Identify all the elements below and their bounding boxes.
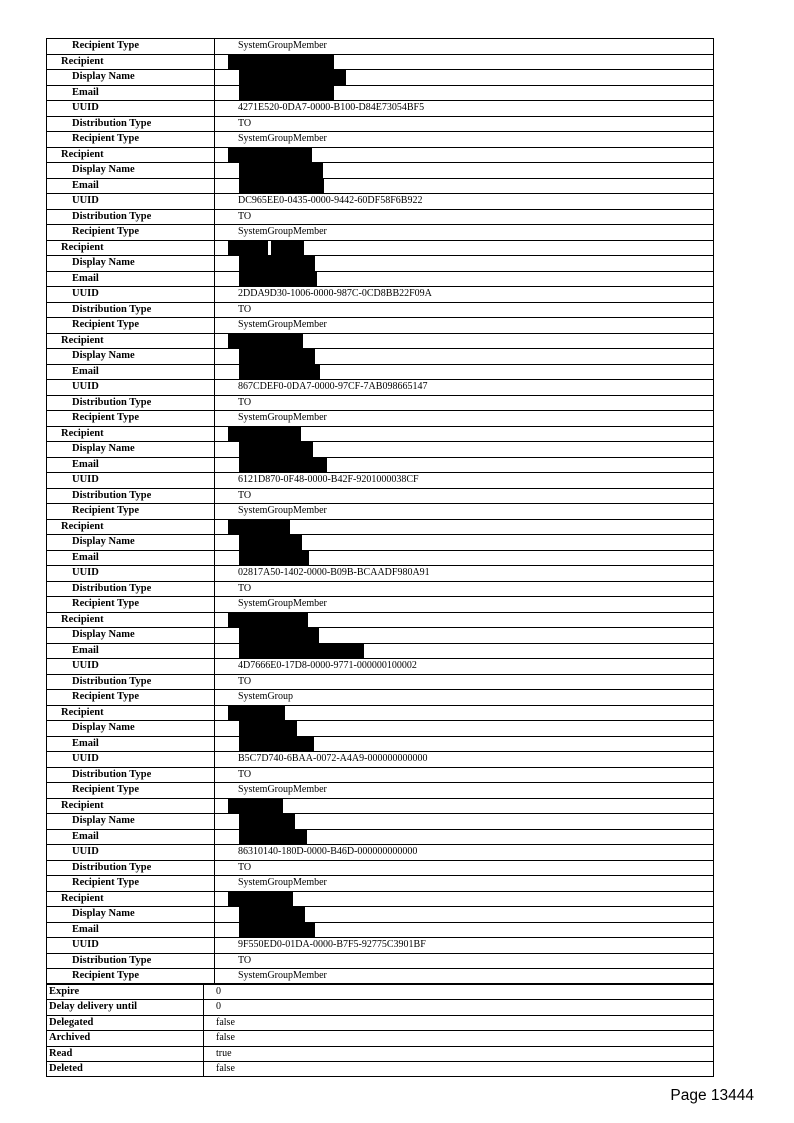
table-row xyxy=(47,798,713,814)
redaction-block xyxy=(239,70,346,85)
field-value xyxy=(215,644,713,659)
field-value xyxy=(215,628,713,643)
field-label: Recipient Type xyxy=(47,39,215,54)
field-label: UUID xyxy=(47,938,215,953)
field-value xyxy=(215,814,713,829)
field-label: Email xyxy=(47,737,215,752)
field-label: Display Name xyxy=(47,628,215,643)
table-row xyxy=(47,1015,713,1031)
field-label: Archived xyxy=(47,1031,204,1046)
table-row xyxy=(47,441,713,457)
redaction-block xyxy=(239,644,364,659)
field-value xyxy=(215,241,713,256)
table-row xyxy=(47,844,713,860)
field-value: 0 xyxy=(216,1001,221,1012)
field-label: Distribution Type xyxy=(47,303,215,318)
table-row xyxy=(47,565,713,581)
field-label: Display Name xyxy=(47,163,215,178)
field-label: Email xyxy=(47,458,215,473)
field-label: Email xyxy=(47,644,215,659)
field-label: Email xyxy=(47,830,215,845)
table-row xyxy=(47,534,713,550)
field-label: Email xyxy=(47,86,215,101)
table-row xyxy=(47,240,713,256)
table-row xyxy=(47,333,713,349)
field-label: Recipient Type xyxy=(47,504,215,519)
table-row xyxy=(47,953,713,969)
table-row xyxy=(47,38,713,54)
field-label: Recipient Type xyxy=(47,597,215,612)
field-value: B5C7D740-6BAA-0072-A4A9-000000000000 xyxy=(238,753,428,764)
table-row xyxy=(47,364,713,380)
field-label: UUID xyxy=(47,101,215,116)
field-value xyxy=(215,551,713,566)
field-value xyxy=(215,334,713,349)
redaction-block xyxy=(228,520,290,535)
field-label: Distribution Type xyxy=(47,396,215,411)
field-value: SystemGroupMember xyxy=(238,319,327,330)
field-value: 2DDA9D30-1006-0000-987C-0CD8BB22F09A xyxy=(238,288,432,299)
table-row xyxy=(47,348,713,364)
field-value xyxy=(215,55,713,70)
field-label: UUID xyxy=(47,752,215,767)
table-row xyxy=(47,147,713,163)
field-label: Display Name xyxy=(47,907,215,922)
table-row xyxy=(47,674,713,690)
field-value: TO xyxy=(238,582,252,594)
field-value: TO xyxy=(238,675,252,687)
field-label: Display Name xyxy=(47,721,215,736)
field-value: TO xyxy=(238,861,252,873)
field-value: SystemGroup xyxy=(238,691,293,702)
field-label: Recipient Type xyxy=(47,783,215,798)
table-row xyxy=(47,426,713,442)
field-label: Recipient Type xyxy=(47,132,215,147)
field-value: SystemGroupMember xyxy=(238,412,327,423)
table-row xyxy=(47,999,713,1015)
field-label: Delegated xyxy=(47,1016,204,1031)
field-value: TO xyxy=(238,210,252,222)
table-row xyxy=(47,596,713,612)
field-value xyxy=(215,179,713,194)
field-value: SystemGroupMember xyxy=(238,598,327,609)
redaction-block xyxy=(228,892,293,907)
field-label: Distribution Type xyxy=(47,489,215,504)
redaction-block xyxy=(228,241,268,256)
table-row xyxy=(47,488,713,504)
field-value xyxy=(215,70,713,85)
field-value xyxy=(215,163,713,178)
field-value xyxy=(215,148,713,163)
table-row xyxy=(47,116,713,132)
table-row xyxy=(47,767,713,783)
field-label: Distribution Type xyxy=(47,768,215,783)
field-label: Display Name xyxy=(47,256,215,271)
table-row xyxy=(47,968,713,984)
field-value: TO xyxy=(238,303,252,315)
field-label: Recipient Type xyxy=(47,876,215,891)
field-value: false xyxy=(216,1016,235,1028)
field-label: Display Name xyxy=(47,70,215,85)
field-label: Expire xyxy=(47,985,204,1000)
redaction-block xyxy=(239,179,324,194)
field-label: Recipient Type xyxy=(47,411,215,426)
field-label: Distribution Type xyxy=(47,210,215,225)
field-label: UUID xyxy=(47,845,215,860)
field-value xyxy=(215,427,713,442)
field-value xyxy=(215,520,713,535)
table-row xyxy=(47,131,713,147)
table-row xyxy=(47,519,713,535)
field-value xyxy=(215,799,713,814)
redaction-block xyxy=(239,349,315,364)
field-value: 9F550ED0-01DA-0000-B7F5-92775C3901BF xyxy=(238,939,426,950)
field-label: Email xyxy=(47,923,215,938)
table-row xyxy=(47,271,713,287)
field-value xyxy=(215,458,713,473)
field-label: Recipient Type xyxy=(47,318,215,333)
field-label: UUID xyxy=(47,194,215,209)
redaction-block xyxy=(239,907,305,922)
field-value: false xyxy=(216,1063,235,1074)
field-label: UUID xyxy=(47,380,215,395)
redaction-block xyxy=(228,613,308,628)
field-label: Recipient xyxy=(47,613,215,628)
field-label: Email xyxy=(47,551,215,566)
field-label: UUID xyxy=(47,473,215,488)
redaction-block xyxy=(228,334,303,349)
table-row xyxy=(47,472,713,488)
redaction-block xyxy=(228,706,285,721)
field-label: Recipient xyxy=(47,892,215,907)
redaction-block xyxy=(239,551,309,566)
redaction-block xyxy=(239,721,297,736)
field-value xyxy=(215,365,713,380)
redaction-block xyxy=(239,442,313,457)
table-row xyxy=(47,503,713,519)
table-row xyxy=(47,178,713,194)
field-value xyxy=(215,706,713,721)
table-row xyxy=(47,1030,713,1046)
redaction-block xyxy=(239,628,319,643)
field-value: SystemGroupMember xyxy=(238,784,327,795)
field-label: Delay delivery until xyxy=(47,1000,204,1015)
field-value xyxy=(215,907,713,922)
field-value: SystemGroupMember xyxy=(238,877,327,888)
field-value: 86310140-180D-0000-B46D-000000000000 xyxy=(238,846,418,857)
field-label: Distribution Type xyxy=(47,954,215,969)
table-row xyxy=(47,410,713,426)
table-row xyxy=(47,829,713,845)
table-row xyxy=(47,658,713,674)
field-value: 02817A50-1402-0000-B09B-BCAADF980A91 xyxy=(238,567,430,578)
redaction-block xyxy=(228,55,334,70)
table-row xyxy=(47,379,713,395)
field-value: true xyxy=(216,1047,232,1059)
field-value xyxy=(215,892,713,907)
field-value: TO xyxy=(238,768,252,780)
field-label: Email xyxy=(47,272,215,287)
table-row xyxy=(47,286,713,302)
field-value: SystemGroupMember xyxy=(238,226,327,237)
table-row xyxy=(47,782,713,798)
field-value: 4D7666E0-17D8-0000-9771-000000100002 xyxy=(238,660,417,671)
redaction-block xyxy=(239,830,307,845)
field-value xyxy=(215,923,713,938)
table-row xyxy=(47,612,713,628)
table-row xyxy=(47,193,713,209)
redaction-block xyxy=(228,427,301,442)
field-value xyxy=(215,535,713,550)
field-value: 4271E520-0DA7-0000-B100-D84E73054BF5 xyxy=(238,102,425,113)
field-value xyxy=(215,86,713,101)
field-value xyxy=(215,613,713,628)
table-row xyxy=(47,85,713,101)
table-row xyxy=(47,69,713,85)
table-row xyxy=(47,581,713,597)
field-label: Recipient xyxy=(47,241,215,256)
table-row xyxy=(47,255,713,271)
table-row xyxy=(47,643,713,659)
field-value: SystemGroupMember xyxy=(238,40,327,51)
page-number: Page 13444 xyxy=(670,1087,754,1104)
field-label: Display Name xyxy=(47,349,215,364)
table-row xyxy=(47,627,713,643)
field-value: false xyxy=(216,1032,235,1043)
field-label: Recipient Type xyxy=(47,969,215,983)
field-value xyxy=(215,442,713,457)
field-label: Recipient xyxy=(47,55,215,70)
field-value: SystemGroupMember xyxy=(238,970,327,981)
table-row xyxy=(47,302,713,318)
table-row xyxy=(47,395,713,411)
table-row xyxy=(47,705,713,721)
table-row xyxy=(47,689,713,705)
field-label: Distribution Type xyxy=(47,675,215,690)
redaction-block xyxy=(239,458,327,473)
table-row xyxy=(47,891,713,907)
field-label: Display Name xyxy=(47,814,215,829)
table-row xyxy=(47,937,713,953)
field-label: UUID xyxy=(47,566,215,581)
field-label: Recipient xyxy=(47,334,215,349)
table-row xyxy=(47,317,713,333)
field-label: Distribution Type xyxy=(47,861,215,876)
redaction-block xyxy=(239,923,315,938)
field-label: Recipient xyxy=(47,706,215,721)
table-row xyxy=(47,922,713,938)
redaction-block xyxy=(228,799,283,814)
redaction-block xyxy=(239,814,295,829)
field-value: 0 xyxy=(216,985,221,997)
field-label: UUID xyxy=(47,287,215,302)
message-field-list xyxy=(47,984,713,1077)
redaction-block xyxy=(239,535,302,550)
table-row xyxy=(47,54,713,70)
table-row xyxy=(47,100,713,116)
field-label: Recipient Type xyxy=(47,690,215,705)
table-row xyxy=(47,984,713,1000)
redaction-block xyxy=(239,163,323,178)
field-label: Recipient xyxy=(47,799,215,814)
field-label: Display Name xyxy=(47,442,215,457)
field-label: Email xyxy=(47,365,215,380)
field-value: 6121D870-0F48-0000-B42F-9201000038CF xyxy=(238,474,419,485)
recipient-list xyxy=(47,54,713,984)
field-value: TO xyxy=(238,396,252,408)
redaction-block xyxy=(228,148,312,163)
table-row xyxy=(47,736,713,752)
redaction-block xyxy=(239,272,317,287)
field-label: Recipient xyxy=(47,427,215,442)
message-properties-table xyxy=(46,38,714,1077)
field-label: Recipient Type xyxy=(47,225,215,240)
field-label: Distribution Type xyxy=(47,582,215,597)
redaction-block xyxy=(271,241,304,256)
field-label: Email xyxy=(47,179,215,194)
table-row xyxy=(47,1046,713,1062)
field-value xyxy=(215,256,713,271)
redaction-block xyxy=(239,365,320,380)
redaction-block xyxy=(239,86,334,101)
field-value xyxy=(215,349,713,364)
field-label: Read xyxy=(47,1047,204,1062)
table-row xyxy=(47,550,713,566)
redaction-block xyxy=(239,737,314,752)
field-value xyxy=(215,737,713,752)
table-row xyxy=(47,1061,713,1077)
field-label: Deleted xyxy=(47,1062,204,1076)
field-label: UUID xyxy=(47,659,215,674)
field-value xyxy=(215,721,713,736)
field-value: 867CDEF0-0DA7-0000-97CF-7AB098665147 xyxy=(238,381,428,392)
table-row xyxy=(47,875,713,891)
field-label: Distribution Type xyxy=(47,117,215,132)
table-row xyxy=(47,751,713,767)
field-value: SystemGroupMember xyxy=(238,505,327,516)
table-row xyxy=(47,457,713,473)
field-value: TO xyxy=(238,489,252,501)
redaction-block xyxy=(239,256,315,271)
field-label: Display Name xyxy=(47,535,215,550)
table-row xyxy=(47,813,713,829)
table-row xyxy=(47,162,713,178)
field-label: Recipient xyxy=(47,148,215,163)
table-row xyxy=(47,209,713,225)
field-value: SystemGroupMember xyxy=(238,133,327,144)
table-row xyxy=(47,860,713,876)
field-value: DC965EE0-0435-0000-9442-60DF58F6B922 xyxy=(238,195,423,206)
table-row xyxy=(47,224,713,240)
field-value: TO xyxy=(238,117,252,129)
field-label: Recipient xyxy=(47,520,215,535)
table-row xyxy=(47,906,713,922)
field-value: TO xyxy=(238,954,252,966)
field-value xyxy=(215,272,713,287)
field-value xyxy=(215,830,713,845)
table-row xyxy=(47,720,713,736)
